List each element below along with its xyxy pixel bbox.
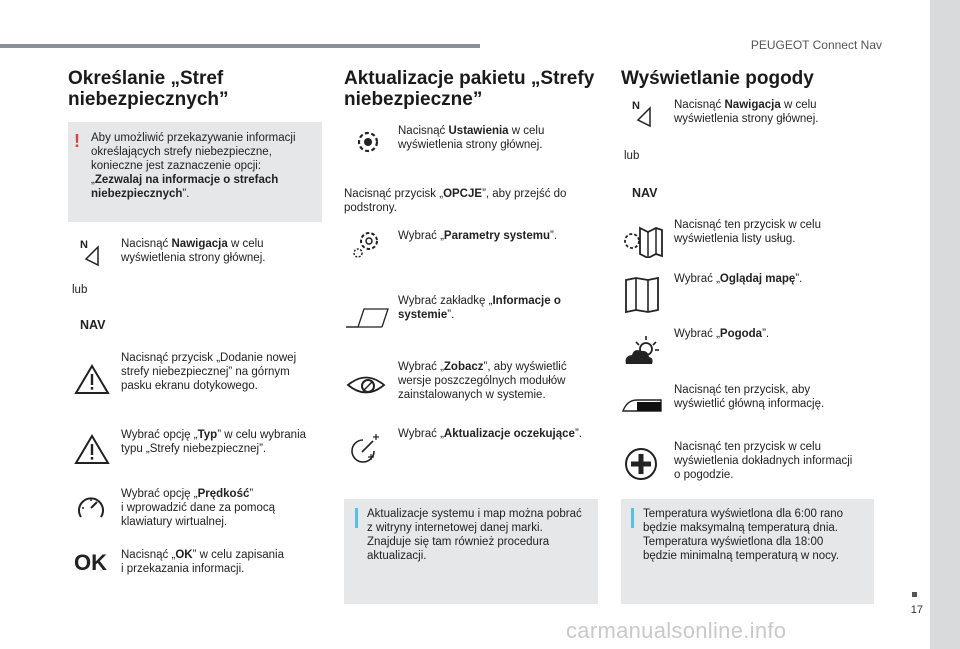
col3-step-details: Nacisnąć ten przycisk w celu wyświetlenia dokładnych informacji o pogodzie. [674,441,853,481]
note-bar [631,508,634,528]
info-tab-icon [621,396,663,414]
nav-button-icon: NAV [80,318,106,332]
title-line: Aktualizacje pakietu „Strefy [344,68,595,89]
plus-circle-icon [623,446,659,482]
top-rule [0,44,480,48]
watermark: carmanualsonline.info [566,618,787,643]
col1-step-ok: Nacisnąć „OK” w celu zapisania i przekazania informacji. [121,549,284,575]
col3-step-map: Wybrać „Oglądaj mapę”. [674,273,803,285]
note-bar [355,508,358,528]
col1-step-type: Wybrać opcję „Typ” w celu wybrania typu „Strefy niebezpiecznej”. [121,429,307,455]
page-number: 17 [910,604,923,616]
warning-triangle-icon [74,363,110,395]
navigation-arrow-icon [80,237,104,267]
svg-text:N: N [632,100,640,112]
map-folded-icon [624,276,660,314]
title-line: Określanie „Stref [68,68,224,89]
col2-step-pending-updates: Wybrać „Aktualizacje oczekujące”. [398,428,582,440]
col1-step-add-zone: Nacisnąć przycisk „Dodanie nowej strefy niebezpiecznej” na górnym pasku ekranu dotykowego. [121,352,297,392]
settings-gear-icon [353,127,383,157]
section-title-weather: Wyświetlanie pogody [621,68,814,89]
exclamation-icon: ! [74,131,80,151]
or-label: lub [624,150,640,162]
nav-button-icon: NAV [632,186,658,200]
warning-text: Aby umożliwić przekazywanie informacji określających strefy niebezpieczne, konieczne jest zaznaczenie opcji: „Zezwalaj na informacje o strefach niebezpiecznych”. [91,132,296,200]
col2-step-options: Nacisnąć przycisk „OPCJE”, aby przejść do podstrony. [344,188,567,214]
col2-step-settings: Nacisnąć Ustawienia w celu wyświetlenia strony głównej. [398,125,545,151]
col3-step-main-info: Nacisnąć ten przycisk, aby wyświetlić główną informację. [674,384,825,410]
col2-step-view: Wybrać „Zobacz”, aby wyświetlić wersje poszczególnych modułów zainstalowanych w systemie. [398,361,567,401]
weather-note-text: Temperatura wyświetlona dla 6:00 rano będzie maksymalną temperaturą dnia. Temperatura wyświetlona dla 18:00 będzie minimalną temperaturą w nocy. [643,508,844,562]
services-gear-map-icon [622,224,664,258]
col1-step-speed: Wybrać opcję „Prędkość” i wprowadzić dane za pomocą klawiatury wirtualnej. [121,488,276,528]
navigation-arrow-icon [632,98,656,130]
col1-step-navigation: Nacisnąć Nawigacja w celu wyświetlenia strony głównej. [121,238,266,264]
side-tab [930,0,960,649]
title-line: niebezpiecznych” [68,89,229,110]
section-title-updates [344,68,604,110]
col2-step-system-params: Wybrać „Parametry systemu”. [398,230,558,242]
eye-view-icon [346,372,386,398]
settings-gears-icon [352,228,382,260]
svg-text:N: N [80,239,88,251]
warning-triangle-icon [74,433,110,465]
page-header: PEUGEOT Connect Nav [750,38,882,52]
section-title-danger-zones [68,68,318,110]
weather-sun-cloud-icon [622,334,662,368]
col2-step-system-info: Wybrać zakładkę „Informacje o systemie”. [398,295,561,321]
speedometer-icon [76,493,106,523]
ok-button-icon: OK [74,550,107,575]
col3-step-weather: Wybrać „Pogoda”. [674,328,770,340]
info-note-text: Aktualizacje systemu i map można pobrać z witryny internetowej danej marki. Znajduje się tam również procedura aktualizacji. [367,508,582,562]
end-marker [912,592,917,597]
updates-plus-icon [346,432,382,464]
or-label: lub [72,284,88,296]
col3-step-navigation: Nacisnąć Nawigacja w celu wyświetlenia strony głównej. [674,99,819,125]
col3-step-services: Nacisnąć ten przycisk w celu wyświetlenia listy usług. [674,219,821,245]
title-line: niebezpieczne” [344,89,483,110]
tab-parallelogram-icon [344,306,390,330]
